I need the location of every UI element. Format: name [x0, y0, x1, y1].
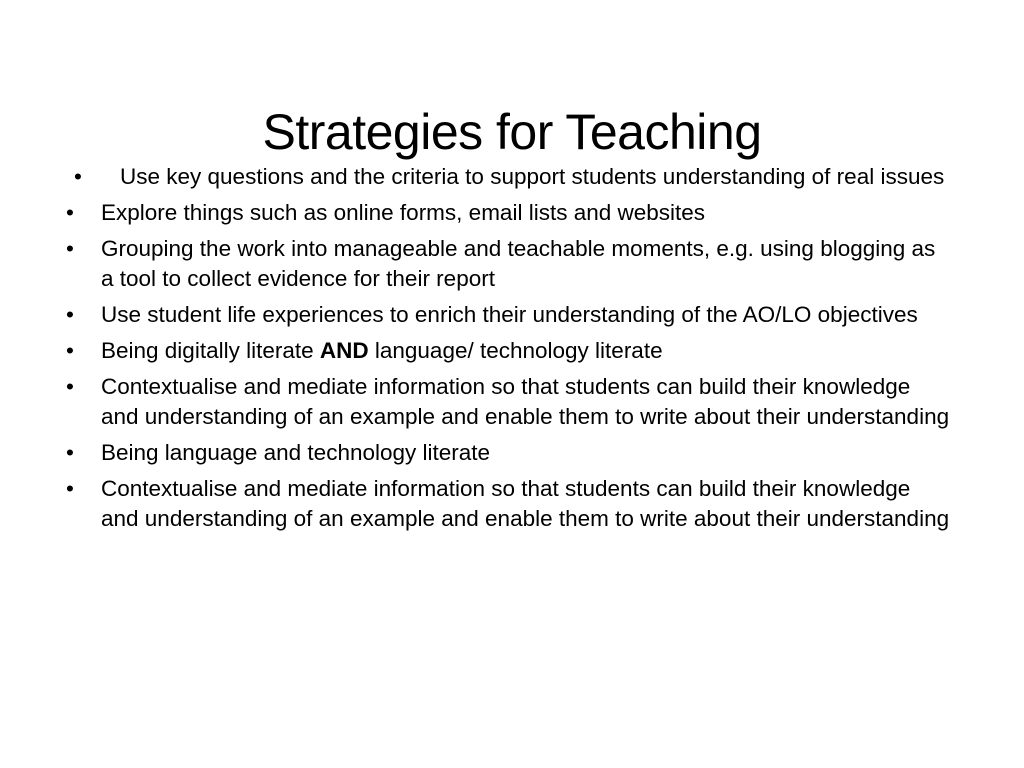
bullet-text: Use student life experiences to enrich their understanding of the AO/LO objectives	[101, 302, 918, 327]
bullet-icon: •	[66, 440, 74, 465]
bullet-text-bold: AND	[319, 338, 369, 363]
bullet-icon: •	[66, 236, 74, 261]
bullet-text: Grouping the work into manageable and teachable moments, e.g. using blogging as a tool to collect evidence for their report	[101, 236, 936, 291]
bullet-item	[0, 300, 1024, 330]
bullet-item	[0, 198, 1024, 228]
bullet-icon: •	[66, 200, 74, 225]
bullet-item	[0, 474, 1024, 534]
bullet-list	[0, 162, 1024, 540]
bullet-item	[0, 234, 1024, 294]
bullet-icon: •	[66, 476, 74, 501]
bullet-text	[101, 338, 663, 363]
bullet-item	[0, 438, 1024, 468]
bullet-text-after: language/ technology literate	[368, 338, 663, 363]
bullet-icon: •	[66, 302, 74, 327]
bullet-icon: •	[66, 374, 74, 399]
bullet-text: Contextualise and mediate information so that students can build their knowledge and understanding of an example and enable them to write about their understanding	[101, 476, 950, 531]
bullet-text: Being language and technology literate	[101, 440, 491, 465]
bullet-icon: •	[74, 164, 82, 189]
bullet-item	[0, 162, 1024, 192]
bullet-text: Contextualise and mediate information so that students can build their knowledge and understanding of an example and enable them to write about their understanding	[101, 374, 950, 429]
bullet-text: Use key questions and the criteria to support students understanding of real issues	[120, 164, 945, 189]
bullet-item	[0, 336, 1024, 366]
bullet-text-before: Being digitally literate	[101, 338, 320, 363]
bullet-item	[0, 372, 1024, 432]
bullet-icon: •	[66, 338, 74, 363]
bullet-text: Explore things such as online forms, email lists and websites	[101, 200, 706, 225]
slide-title: Strategies for Teaching	[262, 103, 762, 160]
